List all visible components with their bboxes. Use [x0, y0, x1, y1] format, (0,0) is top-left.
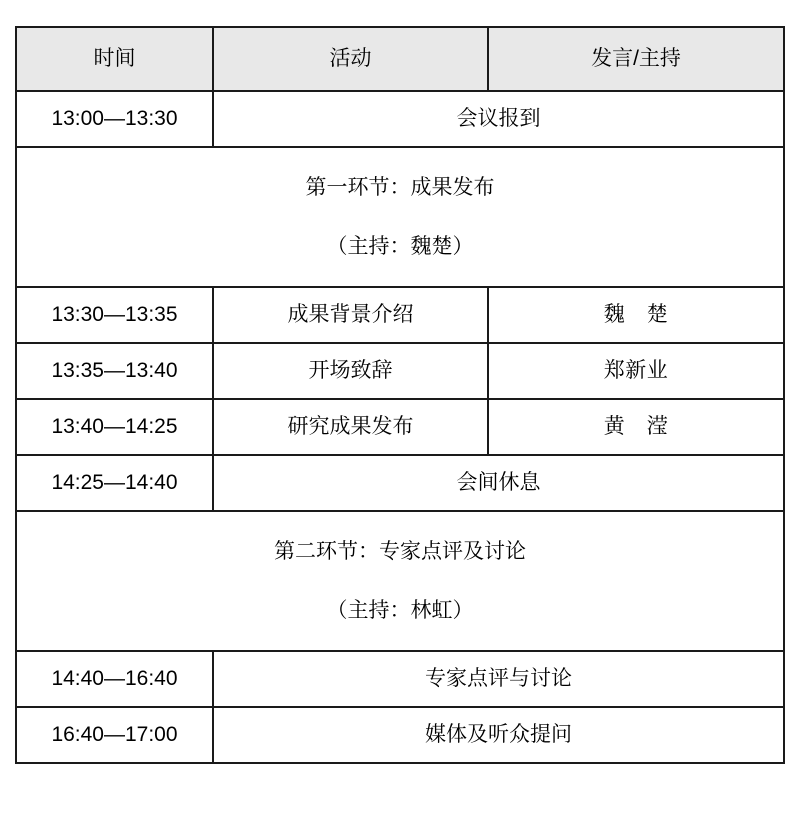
cell-time: 13:30—13:35 [16, 287, 213, 343]
section-host: （主持：魏楚） [326, 235, 474, 258]
column-header-speaker: 发言/主持 [488, 27, 784, 91]
section-title: 第一环节：成果发布 [305, 175, 495, 199]
section-host: （主持：林虹） [326, 599, 474, 622]
cell-activity: 成果背景介绍 [213, 287, 488, 343]
cell-activity: 会间休息 [213, 455, 784, 511]
table-section-row [16, 511, 784, 651]
cell-activity: 专家点评与讨论 [213, 651, 784, 707]
agenda-table [15, 26, 785, 764]
section-header [16, 147, 784, 287]
cell-activity: 开场致辞 [213, 343, 488, 399]
section-header [16, 511, 784, 651]
section-title: 第二环节：专家点评及讨论 [274, 539, 526, 563]
table-row [16, 399, 784, 455]
table-row [16, 91, 784, 147]
cell-activity: 会议报到 [213, 91, 784, 147]
column-header-activity: 活动 [213, 27, 488, 91]
cell-time: 14:25—14:40 [16, 455, 213, 511]
table-header [16, 27, 784, 91]
column-header-time: 时间 [16, 27, 213, 91]
cell-speaker: 魏 楚 [488, 287, 784, 343]
cell-time: 13:40—14:25 [16, 399, 213, 455]
cell-activity: 研究成果发布 [213, 399, 488, 455]
table-row [16, 651, 784, 707]
table-body [16, 91, 784, 763]
cell-time: 13:00—13:30 [16, 91, 213, 147]
cell-time: 14:40—16:40 [16, 651, 213, 707]
cell-time: 13:35—13:40 [16, 343, 213, 399]
table-row [16, 707, 784, 763]
cell-time: 16:40—17:00 [16, 707, 213, 763]
table-row [16, 343, 784, 399]
table-section-row [16, 147, 784, 287]
cell-speaker: 黄 滢 [488, 399, 784, 455]
table-header-row [16, 27, 784, 91]
cell-speaker: 郑新业 [488, 343, 784, 399]
cell-activity: 媒体及听众提问 [213, 707, 784, 763]
table-row [16, 455, 784, 511]
table-row [16, 287, 784, 343]
